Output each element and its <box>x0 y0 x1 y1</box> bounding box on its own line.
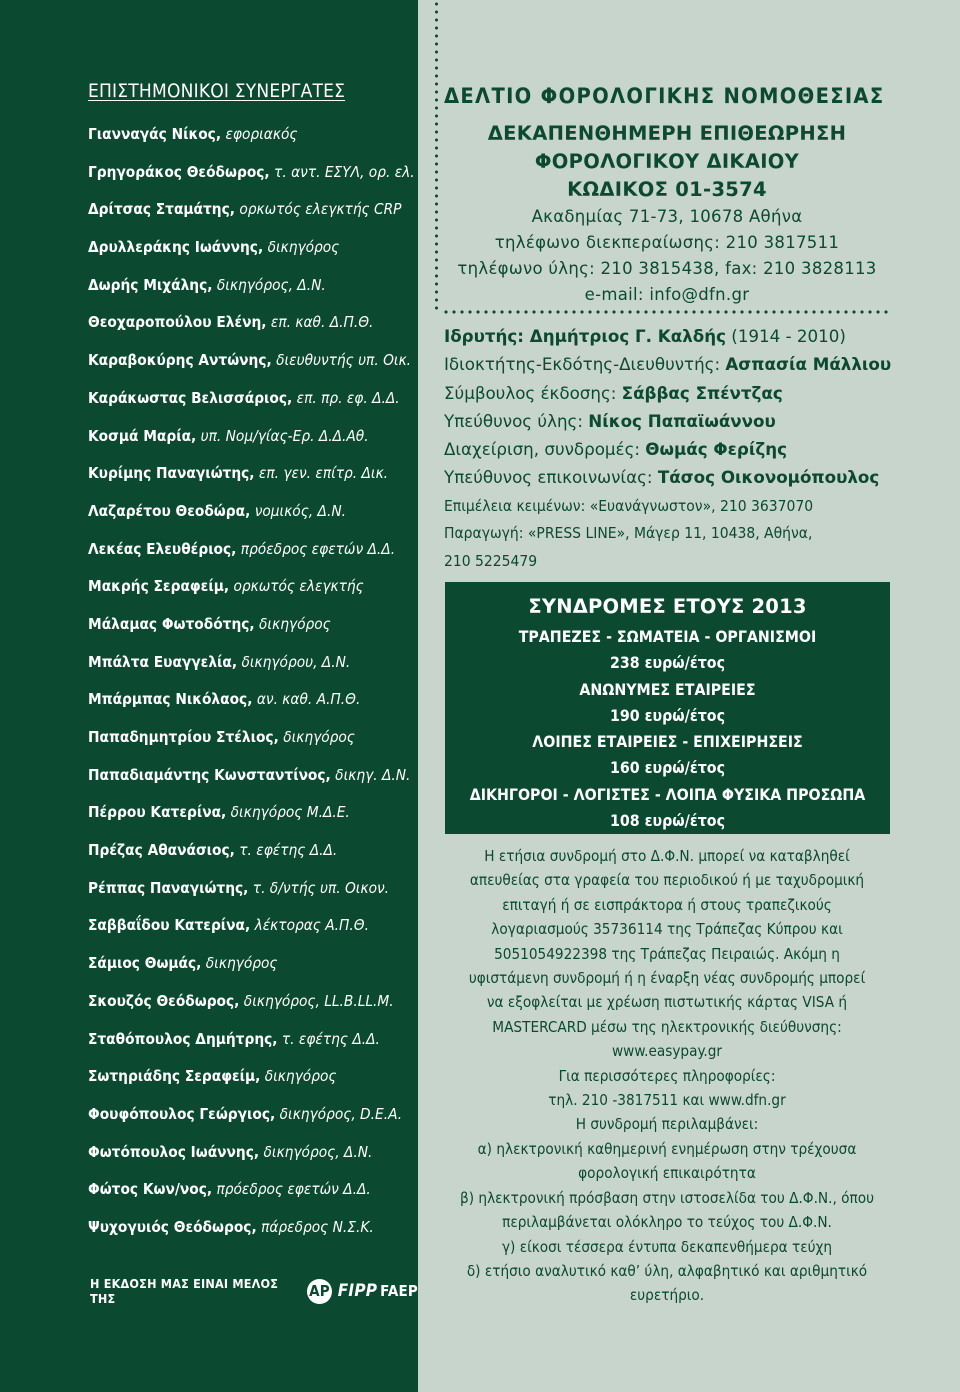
note-line: MASTERCARD μέσω της ηλεκτρονικής διεύθυνσης: <box>492 1017 842 1036</box>
collaborator-role: δικηγόρος, LL.B.LL.M. <box>243 991 394 1010</box>
note-line: να εξοφλείται με χρέωση πιστωτικής κάρτας VISA ή <box>486 993 848 1012</box>
faep-logo: FAEP <box>380 1282 418 1300</box>
publication-code: ΚΩΔΙΚΟΣ 01-3574 <box>567 178 767 201</box>
collaborator-name: Πρέζας Αθανάσιος, <box>88 841 235 860</box>
collaborator-item <box>88 385 413 423</box>
subscription-notes <box>444 844 890 1308</box>
staff-row <box>444 407 890 435</box>
note-line: υφιστάμενη συνδρομή ή η έναρξη νέας συνδρομής μπορεί <box>468 969 866 988</box>
subscriptions-box <box>445 582 890 834</box>
staff-label: Διαχείριση, συνδρομές: <box>444 439 646 460</box>
production-credit-1: Παραγωγή: «PRESS LINE», Μάγερ 11, 10438, Αθήνα, <box>444 524 813 543</box>
note-line: 5051054922398 της Τράπεζας Πειραιώς. Ακόμη η <box>494 944 840 963</box>
collaborator-role: δικηγόρος, Δ.Ν. <box>216 275 326 294</box>
collaborator-role: πάρεδρος Ν.Σ.Κ. <box>261 1217 374 1236</box>
collaborator-name: Καραβοκύρης Αντώνης, <box>88 351 272 370</box>
collaborator-role: δικηγόρος, D.E.A. <box>279 1104 403 1123</box>
dotted-divider-horizontal <box>442 310 892 314</box>
collaborator-role: ορκωτός ελεγκτής <box>233 577 364 596</box>
collaborator-name: Γρηγοράκος Θεόδωρος, <box>88 162 270 181</box>
note-line: φορολογική επικαιρότητα <box>578 1164 756 1183</box>
collaborator-role: τ. αντ. ΕΣΥΛ, ορ. ελ. <box>274 162 415 181</box>
production-credit-2: 210 5225479 <box>444 552 538 571</box>
editing-credit: Επιμέλεια κειμένων: «Ευανάγνωστον», 210 3637070 <box>444 496 814 515</box>
collaborator-role: δικηγ. Δ.Ν. <box>335 765 411 784</box>
collaborator-role: εφοριακός <box>225 125 298 143</box>
collaborator-role: δικηγόρος <box>205 954 278 973</box>
collaborator-name: Λαζαρέτου Θεοδώρα, <box>88 501 251 520</box>
collaborator-name: Σταθόπουλος Δημήτρης, <box>88 1029 278 1048</box>
collaborator-role: επ. καθ. Δ.Π.Θ. <box>270 313 374 332</box>
note-line: Η ετήσια συνδρομή στο Δ.Φ.Ν. μπορεί να καταβληθεί <box>484 847 850 865</box>
collaborator-name: Δρυλλεράκης Ιωάννης, <box>88 238 264 257</box>
collaborators-panel <box>0 0 418 1392</box>
subtitle-line-1: ΔΕΚΑΠΕΝΘΗΜΕΡΗ ΕΠΙΘΕΩΡΗΣΗ <box>487 122 847 145</box>
note-line: β) ηλεκτρονική πρόσβαση στην ιστοσελίδα του Δ.Φ.Ν., όπου <box>460 1188 874 1207</box>
staff-label: Υπεύθυνος ύλης: <box>444 410 589 431</box>
collaborators-heading: ΕΠΙΣΤΗΜΟΝΙΚΟΙ ΣΥΝΕΡΓΑΤΕΣ <box>88 80 346 102</box>
subtitle-line-2: ΦΟΡΟΛΟΓΙΚΟΥ ΔΙΚΑΙΟΥ <box>534 150 800 173</box>
collaborator-name: Παπαδημητρίου Στέλιος, <box>88 728 279 746</box>
collaborator-role: δικηγόρος <box>264 1067 337 1086</box>
staff-row <box>444 322 890 350</box>
collaborator-role: επ. πρ. εφ. Δ.Δ. <box>296 388 400 407</box>
collaborator-item <box>88 196 413 234</box>
collaborator-name: Σωτηριάδης Σεραφείμ, <box>88 1067 261 1086</box>
note-line: ευρετήριο. <box>629 1286 705 1305</box>
collaborator-item <box>88 649 413 687</box>
collaborator-item <box>88 159 413 197</box>
subscription-category: ΑΝΩΝΥΜΕΣ ΕΤΑΙΡΕΙΕΣ <box>579 679 756 699</box>
collaborator-item <box>88 234 413 272</box>
collaborator-role: αν. καθ. Α.Π.Θ. <box>256 690 361 709</box>
subscriptions-title: ΣΥΝΔΡΟΜΕΣ ΕΤΟΥΣ 2013 <box>528 595 807 618</box>
collaborator-item <box>88 536 413 574</box>
collaborator-name: Ψυχογυιός Θεόδωρος, <box>88 1217 257 1236</box>
fipp-membership-text: Η ΕΚΔΟΣΗ ΜΑΣ ΕΙΝΑΙ ΜΕΛΟΣ ΤΗΣ <box>90 1276 279 1306</box>
collaborator-item <box>88 1139 413 1177</box>
note-line: λογαριασμούς 35736114 της Τράπεζας Κύπρου και <box>491 920 843 939</box>
staff-label: Ιδρυτής: <box>444 326 530 346</box>
fipp-membership <box>90 1276 418 1306</box>
collaborator-role: δικηγόρος <box>267 238 340 257</box>
staff-value: Τάσος Οικονομόπουλος <box>657 467 880 488</box>
staff-info <box>444 322 890 575</box>
collaborator-role: λέκτορας Α.Π.Θ. <box>254 916 369 935</box>
phone-content: τηλέφωνο ύλης: 210 3815438, fax: 210 3828113 <box>457 259 877 278</box>
collaborator-role: διευθυντής υπ. Οικ. <box>276 351 412 370</box>
collaborator-name: Κυρίμης Παναγιώτης, <box>88 464 255 483</box>
collaborator-item <box>88 423 413 461</box>
collaborator-item <box>88 875 413 913</box>
subscription-category: ΤΡΑΠΕΖΕΣ - ΣΩΜΑΤΕΙΑ - ΟΡΓΑΝΙΣΜΟΙ <box>518 627 817 646</box>
publication-header <box>444 120 890 308</box>
collaborator-role: πρόεδρος εφετών Δ.Δ. <box>216 1180 371 1199</box>
collaborator-item <box>88 1063 413 1101</box>
collaborator-item <box>88 988 413 1026</box>
collaborator-role: δικηγόρος <box>259 614 331 633</box>
ap-logo-icon: AP <box>307 1279 332 1304</box>
staff-row <box>444 350 890 378</box>
collaborator-name: Δωρής Μιχάλης, <box>88 275 213 294</box>
staff-label: Υπεύθυνος επικοινωνίας: <box>444 467 658 488</box>
staff-row <box>444 379 890 407</box>
staff-value: Θωμάς Φερίζης <box>645 439 787 460</box>
subscription-price: 108 ευρώ/έτος <box>609 811 725 831</box>
collaborator-name: Φωτόπουλος Ιωάννης, <box>88 1142 260 1161</box>
collaborator-role: δικηγόρος Μ.Δ.Ε. <box>230 803 350 822</box>
staff-label: Σύμβουλος έκδοσης: <box>444 382 622 403</box>
note-line: Για περισσότερες πληροφορίες: <box>558 1066 776 1085</box>
collaborator-item <box>88 724 413 762</box>
dotted-divider-vertical <box>435 0 438 312</box>
collaborator-item <box>88 1214 413 1252</box>
collaborator-role: πρόεδρος εφετών Δ.Δ. <box>240 539 396 558</box>
collaborators-list <box>88 121 413 1252</box>
staff-value: Ασπασία Μάλλιου <box>725 354 892 375</box>
phone-processing: τηλέφωνο διεκπεραίωσης: 210 3817511 <box>494 233 840 252</box>
collaborator-name: Μάλαμας Φωτοδότης, <box>88 614 255 633</box>
collaborator-name: Θεοχαροπούλου Ελένη, <box>88 313 267 332</box>
staff-label: Ιδιοκτήτης-Εκδότης-Διευθυντής: <box>444 354 726 375</box>
collaborator-item <box>88 1101 413 1139</box>
collaborator-name: Σάμιος Θωμάς, <box>88 954 202 973</box>
collaborator-item <box>88 686 413 724</box>
collaborator-item <box>88 121 413 159</box>
collaborator-name: Κοσμά Μαρία, <box>88 426 197 445</box>
subscription-price: 160 ευρώ/έτος <box>609 758 725 778</box>
collaborator-item <box>88 1176 413 1214</box>
collaborator-item <box>88 498 413 536</box>
note-line: τηλ. 210 -3817511 και www.dfn.gr <box>548 1091 786 1110</box>
note-line: www.easypay.gr <box>611 1042 723 1061</box>
fipp-logo: FIPP <box>337 1281 378 1301</box>
collaborator-item <box>88 912 413 950</box>
collaborator-role: τ. δ/ντής υπ. Οικον. <box>252 878 390 897</box>
collaborator-role: δικηγόρος, Δ.Ν. <box>263 1142 373 1161</box>
collaborator-role: ορκωτός ελεγκτής CRP <box>239 200 402 219</box>
collaborator-name: Σκουζός Θεόδωρος, <box>88 991 240 1010</box>
collaborator-item <box>88 762 413 800</box>
collaborator-role: δικηγόρου, Δ.Ν. <box>241 652 351 671</box>
note-line: επιταγή ή σε εισπράκτορα ή στους τραπεζικούς <box>502 895 832 914</box>
collaborator-item <box>88 460 413 498</box>
collaborator-item <box>88 837 413 875</box>
collaborator-item <box>88 272 413 310</box>
collaborator-name: Καράκωστας Βελισσάριος, <box>88 388 293 407</box>
collaborator-name: Παπαδιαμάντης Κωνσταντίνος, <box>88 765 331 784</box>
collaborator-role: επ. γεν. επίτρ. Δικ. <box>258 464 389 483</box>
collaborator-item <box>88 347 413 385</box>
note-line: απευθείας στα γραφεία του περιοδικού ή με ταχυδρομική <box>469 871 865 890</box>
collaborator-item <box>88 799 413 837</box>
collaborator-name: Σαββαΐδου Κατερίνα, <box>88 916 251 935</box>
staff-value: Νίκος Παπαϊωάννου <box>588 410 776 431</box>
collaborator-item <box>88 950 413 988</box>
staff-extra: (1914 - 2010) <box>726 326 846 346</box>
staff-row <box>444 463 890 491</box>
subscription-price: 238 ευρώ/έτος <box>609 653 725 673</box>
collaborator-role: τ. εφέτης Δ.Δ. <box>239 841 338 860</box>
collaborator-item <box>88 611 413 649</box>
staff-value: Σάββας Σπέντζας <box>621 382 783 403</box>
note-line: δ) ετήσιο αναλυτικό καθ’ ύλη, αλφαβητικό και αριθμητικό <box>466 1261 868 1280</box>
collaborator-role: νομικός, Δ.Ν. <box>254 501 346 520</box>
note-line: περιλαμβάνεται ολόκληρο το τεύχος του Δ.Φ.Ν. <box>502 1213 832 1232</box>
collaborator-name: Λεκέας Ελευθέριος, <box>88 539 237 558</box>
collaborator-item <box>88 309 413 347</box>
collaborator-name: Φουφόπουλος Γεώργιος, <box>88 1104 276 1123</box>
collaborator-role: τ. εφέτης Δ.Δ. <box>281 1029 380 1048</box>
note-line: α) ηλεκτρονική καθημερινή ενημέρωση στην τρέχουσα <box>477 1139 857 1158</box>
collaborator-name: Μπάρμπας Νικόλαος, <box>88 690 253 709</box>
subscription-price: 190 ευρώ/έτος <box>609 705 725 725</box>
collaborator-item <box>88 1026 413 1064</box>
staff-row <box>444 435 890 463</box>
collaborator-name: Φώτος Κων/νος, <box>88 1180 213 1199</box>
email-address: e-mail: info@dfn.gr <box>584 285 750 304</box>
masthead-title: ΔΕΛΤΙΟ ΦΟΡΟΛΟΓΙΚΗΣ ΝΟΜΟΘΕΣΙΑΣ <box>444 84 885 108</box>
address: Ακαδημίας 71-73, 10678 Αθήνα <box>531 207 803 226</box>
collaborator-name: Μπάλτα Ευαγγελία, <box>88 652 238 671</box>
note-line: Η συνδρομή περιλαμβάνει: <box>575 1115 759 1134</box>
subscription-category: ΛΟΙΠΕΣ ΕΤΑΙΡΕΙΕΣ - ΕΠΙΧΕΙΡΗΣΕΙΣ <box>532 732 803 752</box>
collaborator-name: Πέρρου Κατερίνα, <box>88 803 227 822</box>
subscription-category: ΔΙΚΗΓΟΡΟΙ - ΛΟΓΙΣΤΕΣ - ΛΟΙΠΑ ΦΥΣΙΚΑ ΠΡΟΣΩΠΑ <box>469 784 866 804</box>
collaborator-name: Μακρής Σεραφείμ, <box>88 577 230 596</box>
collaborator-name: Γιανναγάς Νίκος, <box>88 125 222 143</box>
collaborator-item <box>88 573 413 611</box>
collaborator-name: Ρέππας Παναγιώτης, <box>88 878 249 897</box>
note-line: γ) είκοσι τέσσερα έντυπα δεκαπενθήμερα τεύχη <box>501 1237 833 1256</box>
collaborator-role: δικηγόρος <box>283 728 355 746</box>
collaborator-name: Δρίτσας Σταμάτης, <box>88 200 235 219</box>
collaborator-role: υπ. Νομ/γίας-Ερ. Δ.Δ.Αθ. <box>200 426 369 445</box>
staff-value: Δημήτριος Γ. Καλδής <box>529 326 726 346</box>
